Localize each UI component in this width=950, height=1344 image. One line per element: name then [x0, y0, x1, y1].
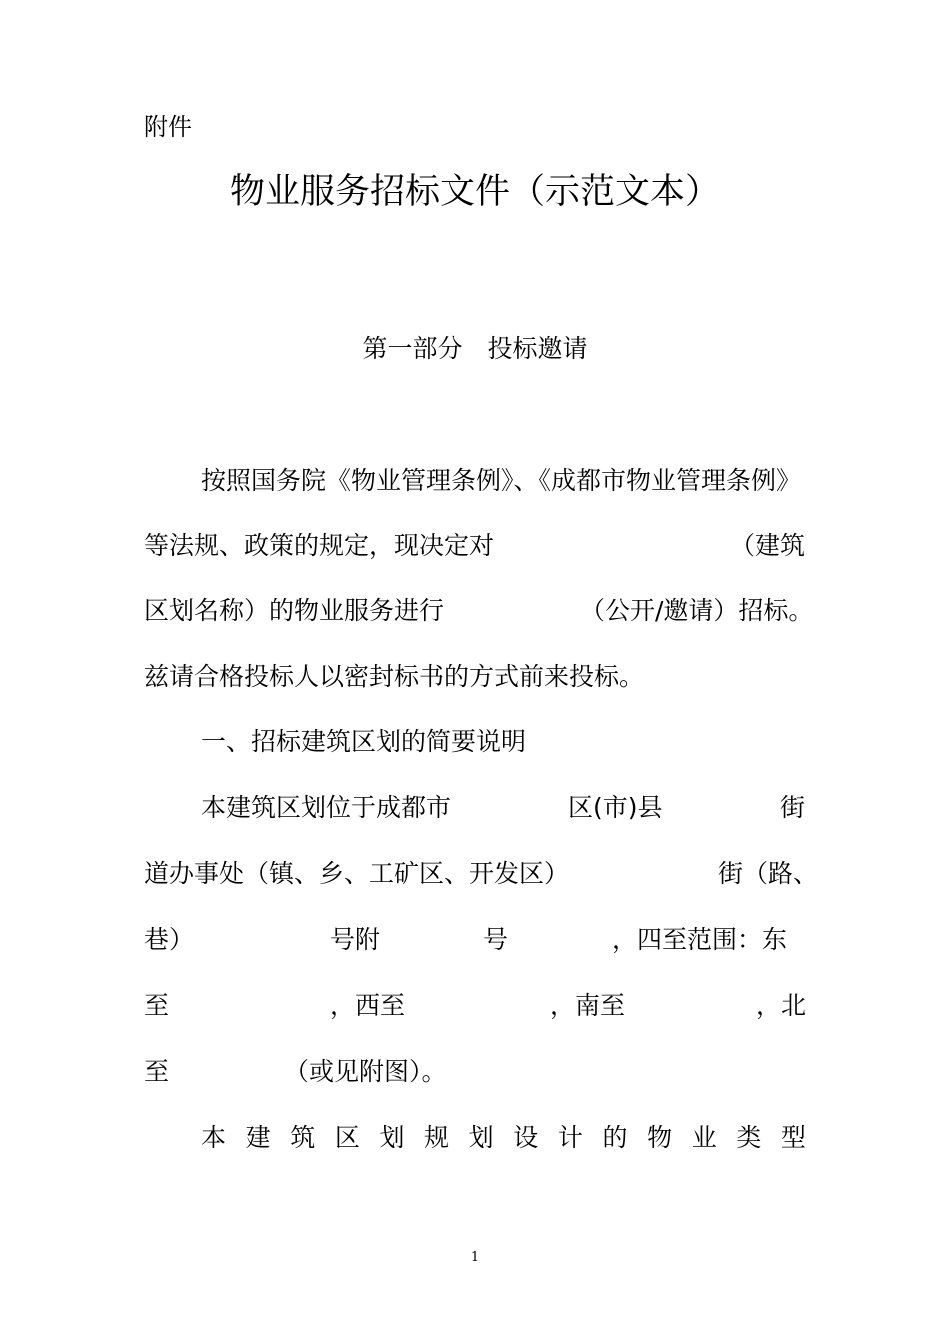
p3-char: 区	[334, 1123, 360, 1152]
part-heading: 第一部分 投标邀请	[362, 334, 588, 363]
p1-line3	[144, 594, 814, 628]
p3-char: 设	[513, 1123, 539, 1152]
attachment-label: 附件	[144, 113, 192, 141]
p2-line1-b: 区(市)县	[568, 793, 663, 822]
section-heading: 一、招标建筑区划的简要说明	[201, 727, 527, 756]
p2-line1-a: 本建筑区划位于成都市	[201, 793, 452, 822]
p2-line1	[144, 791, 806, 825]
p2-line5	[144, 1055, 806, 1089]
p2-line3-d: ，四至范围：东	[612, 925, 788, 954]
p2-line2-a: 道办事处（镇、乡、工矿区、开发区）	[144, 859, 570, 888]
p2-line4-a: 至	[144, 991, 170, 1020]
p2-line4-d: ，北	[756, 991, 807, 1020]
p1-line3-tail: （公开/邀请）招标。	[580, 596, 814, 625]
p1-line3-text: 区划名称）的物业服务进行	[144, 596, 445, 625]
p2-line3-a: 巷）	[144, 925, 195, 954]
p3-char: 筑	[290, 1123, 316, 1152]
p3-char: 规	[424, 1123, 450, 1152]
p2-line2	[144, 857, 819, 891]
p1-line2	[144, 529, 806, 563]
p3-char: 型	[780, 1123, 806, 1152]
p1-line1: 按照国务院《物业管理条例》、《成都市物业管理条例》	[201, 466, 802, 495]
p1-line4: 兹请合格投标人以密封标书的方式前来投标。	[144, 662, 645, 691]
p2-line2-b: 街（路、	[718, 859, 819, 888]
p3-char: 划	[468, 1123, 494, 1152]
p3-char: 计	[557, 1123, 583, 1152]
p2-line5-a: 至	[144, 1057, 170, 1086]
document-title: 物业服务招标文件（示范文本）	[229, 172, 720, 212]
p1-line2-text: 等法规、政策的规定，现决定对	[144, 531, 495, 560]
p2-line4	[144, 989, 806, 1023]
p3-char: 建	[245, 1123, 271, 1152]
p2-line5-b: （或见附图）。	[284, 1057, 447, 1086]
p1-line2-tail: （建筑	[730, 531, 806, 560]
p3-char: 本	[201, 1123, 227, 1152]
p3-char: 类	[736, 1123, 762, 1152]
p2-line3-c: 号	[483, 925, 509, 954]
p3-char: 划	[379, 1123, 405, 1152]
p3-char: 业	[691, 1123, 717, 1152]
p3-line1	[201, 1121, 806, 1155]
p3-char: 物	[647, 1123, 673, 1152]
p2-line3	[144, 923, 806, 957]
p2-line4-b: ，西至	[330, 991, 406, 1020]
p2-line3-b: 号附	[330, 925, 381, 954]
page-number: 1	[470, 1250, 480, 1265]
p2-line4-c: ，南至	[550, 991, 626, 1020]
p2-line1-c: 街	[780, 793, 806, 822]
p3-char: 的	[602, 1123, 628, 1152]
